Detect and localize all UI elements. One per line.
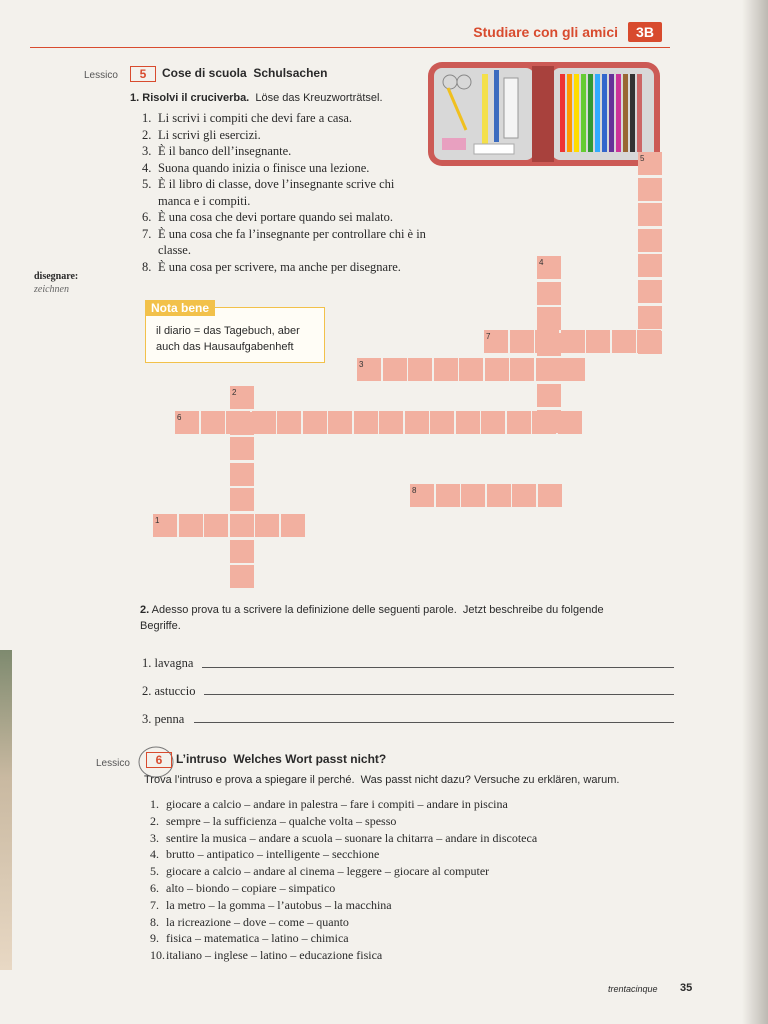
list-item: 1. giocare a calcio – andare in palestra – fare i compiti – andare in piscina [150,797,508,811]
crossword-cell[interactable] [179,514,203,537]
crossword-cell[interactable] [537,384,561,407]
crossword-cell[interactable] [436,484,460,507]
crossword-cell[interactable] [538,484,562,507]
crossword-cell[interactable] [537,282,561,305]
crossword-cell[interactable] [558,411,582,434]
list-item: 7. È una cosa che fa l’insegnante per controllare chi è in classe. [142,226,426,257]
crossword-cell[interactable] [459,358,483,381]
page-word: trentacinque [608,984,658,994]
adjacent-page-edge [0,650,12,970]
crossword-clue-number: 5 [640,154,645,163]
crossword-cell[interactable] [537,358,561,381]
crossword-clue-number: 1 [155,516,160,525]
crossword-cell[interactable] [456,411,480,434]
side-note-word: disegnare: [34,271,79,282]
crossword-cell[interactable] [612,330,636,353]
list-item: 4. brutto – antipatico – intelligente – secchione [150,847,380,862]
exercise-title: L’intruso Welches Wort passt nicht? [176,752,387,766]
crossword-cell[interactable] [204,514,228,537]
list-item: 9. fisica – matematica – latino – chimica [150,931,349,946]
crossword-cell[interactable] [510,358,534,381]
list-item: 2. sempre – la sufficienza – qualche volta – spesso [150,813,397,828]
crossword-cell[interactable] [512,484,536,507]
definition-item: 3. penna [142,712,185,726]
crossword-cell[interactable] [561,330,585,353]
crossword-cell[interactable] [485,358,509,381]
answer-line-1[interactable] [202,667,674,668]
nota-bene-text: il diario = das Tagebuch, aber auch das Hausaufgabenheft [156,325,300,353]
side-note-translation: zeichnen [34,284,69,295]
exercise-number: 6 [146,752,172,768]
crossword-cell[interactable] [230,437,254,460]
intruder-list [150,796,537,964]
exercise-title: Cose di scuola Schulsachen [162,66,328,80]
crossword-cell[interactable] [638,306,662,329]
crossword-cell[interactable] [487,484,511,507]
list-item: 4. Suona quando inizia o finisce una lezione. [142,160,370,175]
crossword-cell[interactable] [383,358,407,381]
list-item: 10. italiano – inglese – latino – educazione fisica [150,948,383,963]
definition-item: 1. lavagna [142,656,194,670]
list-item: 3. sentire la musica – andare a scuola – suonare la chitarra – andare in discoteca [150,830,538,845]
crossword-cell[interactable] [461,484,485,507]
crossword-cell[interactable] [507,411,531,434]
crossword-cell[interactable] [430,411,454,434]
crossword-cell[interactable] [638,203,662,226]
crossword-cell[interactable] [408,358,432,381]
definition-item: 2. astuccio [142,684,196,698]
list-item: 8. la ricreazione – dove – come – quanto [150,914,349,929]
list-item: 1. Li scrivi i compiti che devi fare a casa. [142,111,353,125]
crossword-cell[interactable] [328,411,352,434]
task2-instruction: 2. Adesso prova tu a scrivere la definizione delle seguenti parole. Jetzt beschreibe du folgende Begriffe. [140,604,604,632]
task-instruction: Trova l’intruso e prova a spiegare il perché. Was passt nicht dazu? Versuche zu erklären, warum. [144,774,620,786]
list-item: 2. Li scrivi gli esercizi. [142,127,261,142]
header-rule [30,47,670,48]
section-label: Lessico [84,70,118,81]
answer-line-3[interactable] [194,722,674,723]
crossword-cell[interactable] [637,330,661,353]
crossword-cell[interactable] [405,411,429,434]
crossword-cell[interactable] [537,307,561,330]
crossword-cell[interactable] [230,514,254,537]
nota-bene-heading: Nota bene [145,300,215,316]
crossword-cell[interactable] [434,358,458,381]
crossword-cell[interactable] [586,330,610,353]
crossword-cell[interactable] [255,514,279,537]
crossword-clue-number: 3 [359,360,364,369]
answer-line-2[interactable] [204,694,674,695]
crossword-cell[interactable] [230,488,254,511]
page-shadow [742,0,768,1024]
crossword-cell[interactable] [226,411,250,434]
crossword-cell[interactable] [481,411,505,434]
crossword-cell[interactable] [638,229,662,252]
pencil-case-illustration [426,60,662,170]
crossword-clue-number: 8 [412,486,417,495]
crossword-cell[interactable] [532,411,556,434]
crossword-cell[interactable] [561,358,585,381]
list-item: 3. È il banco dell’insegnante. [142,144,292,158]
page-number: 35 [680,982,693,994]
crossword-clue-number: 6 [177,413,182,422]
crossword-cell[interactable] [638,254,662,277]
crossword-cell[interactable] [277,411,301,434]
crossword-cell[interactable] [230,463,254,486]
chapter-badge: 3B [628,22,662,42]
crossword-cell[interactable] [510,330,534,353]
section-label: Lessico [96,758,130,769]
list-item: 6. È una cosa che devi portare quando sei malato. [142,210,393,224]
list-item: 8. È una cosa per scrivere, ma anche per disegnare. [142,259,401,274]
crossword-cell[interactable] [379,411,403,434]
task-instruction: 1. Risolvi il cruciverba. Löse das Kreuzworträtsel. [130,92,383,104]
crossword-cell[interactable] [638,178,662,201]
crossword-cell[interactable] [230,565,254,588]
crossword-clue-number: 7 [486,332,491,341]
crossword-cell[interactable] [638,280,662,303]
list-item: 7. la metro – la gomma – l’autobus – la macchina [150,897,392,912]
crossword-clue-number: 4 [539,258,544,267]
list-item: 5. È il libro di classe, dove l’insegnante scrive chi manca e i compiti. [142,177,395,208]
crossword-cell[interactable] [230,540,254,563]
crossword-cell[interactable] [535,330,559,353]
crossword-clue-number: 2 [232,388,237,397]
crossword-cell[interactable] [354,411,378,434]
exercise-number: 5 [130,66,156,82]
list-item: 6. alto – biondo – copiare – simpatico [150,880,336,895]
crossword-cell[interactable] [201,411,225,434]
nota-bene-box [145,301,325,363]
crossword-cell[interactable] [303,411,327,434]
chapter-title: Studiare con gli amici [473,24,618,40]
clue-list [142,110,442,275]
crossword-cell[interactable] [281,514,305,537]
list-item: 5. giocare a calcio – andare al cinema – leggere – giocare al computer [150,864,490,879]
crossword-cell[interactable] [252,411,276,434]
